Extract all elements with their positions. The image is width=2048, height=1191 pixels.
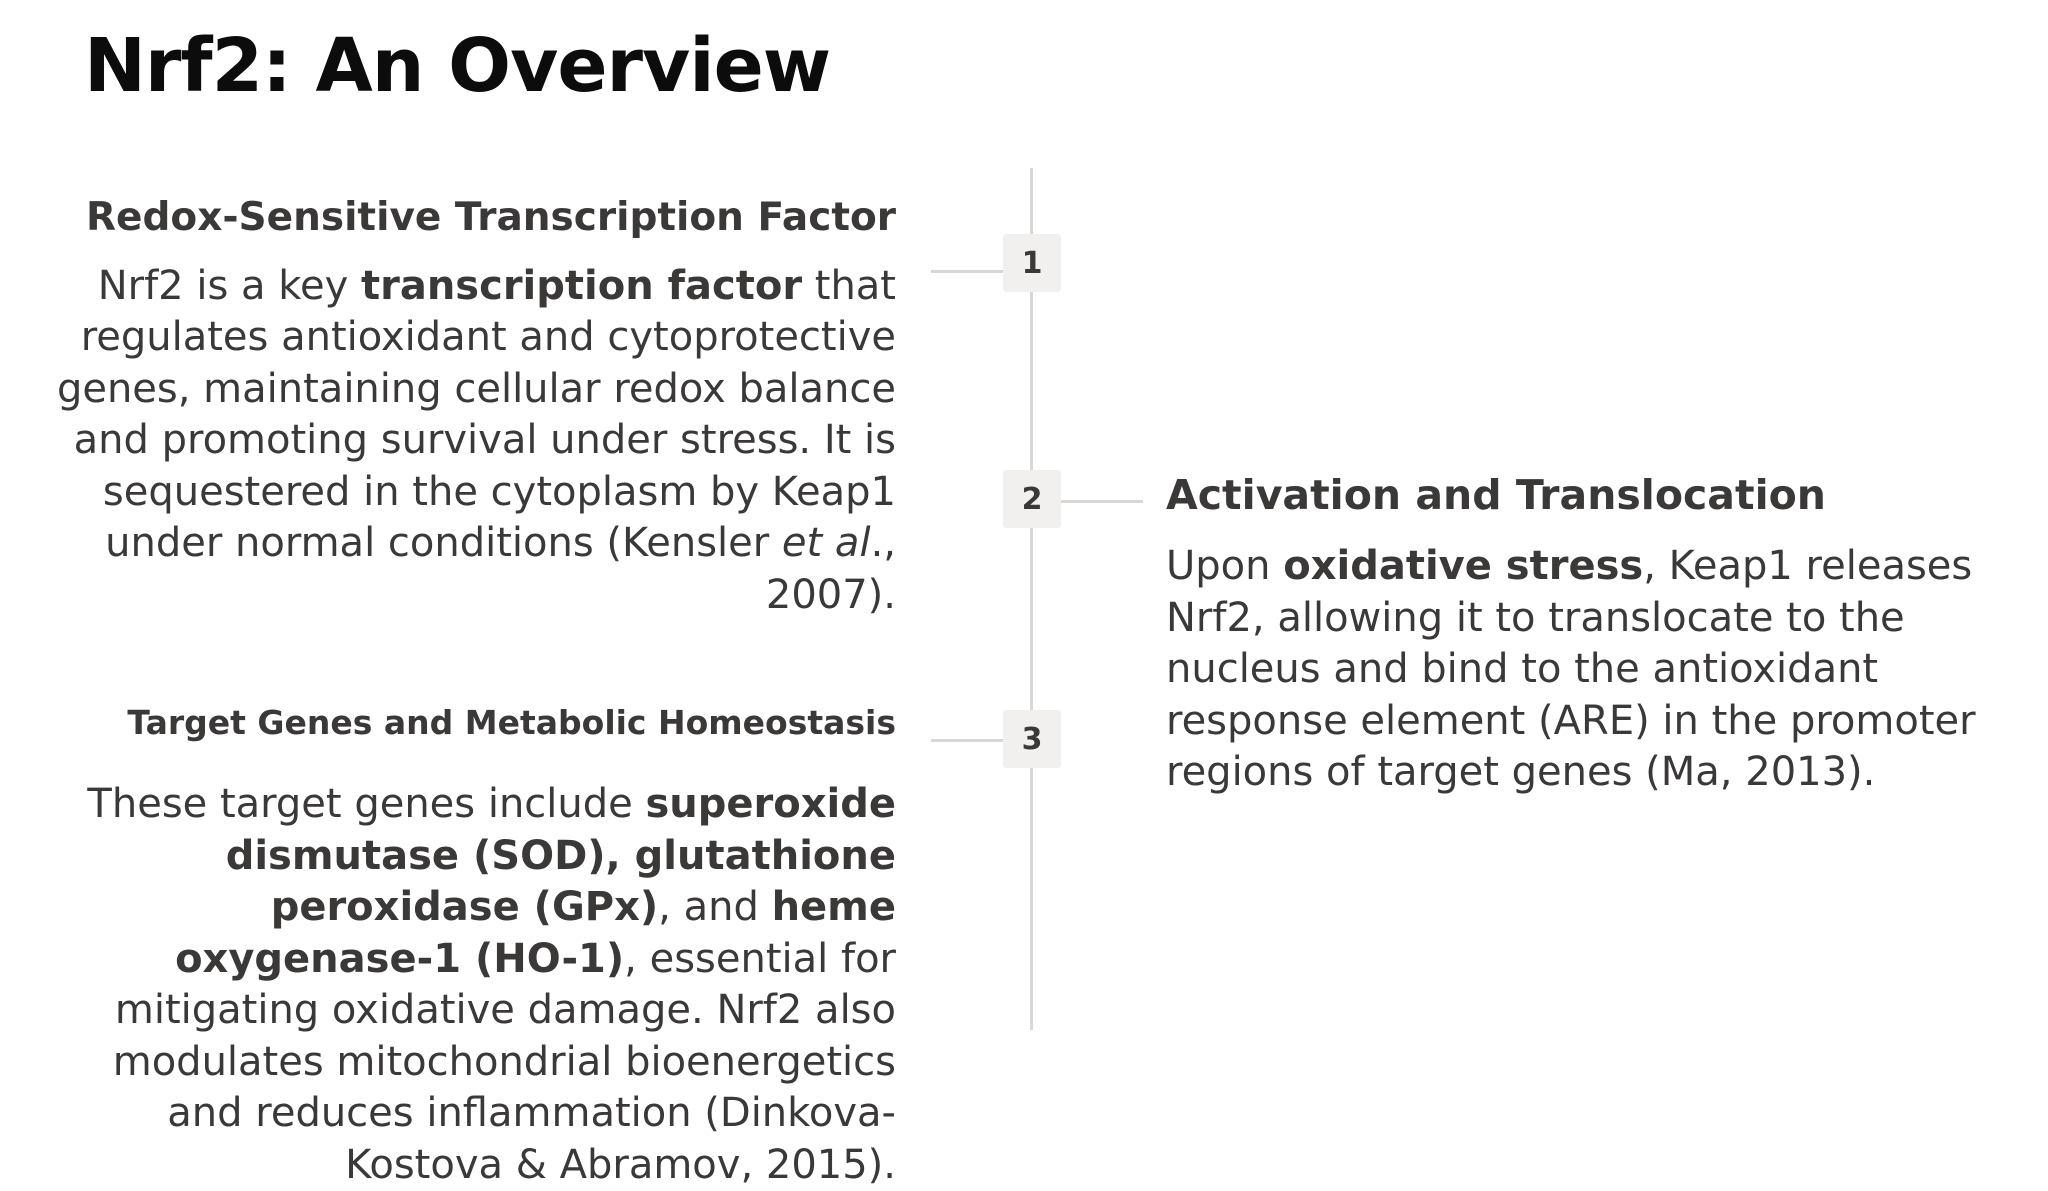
text-run: et al	[781, 520, 871, 567]
timeline-entry-3	[56, 702, 896, 1191]
text-run: ., 2007).	[765, 520, 896, 618]
timeline-entry-1	[36, 194, 896, 621]
text-run: Upon	[1166, 543, 1284, 590]
text-run: Nrf2 is a key	[97, 262, 361, 309]
entry-heading: Redox-Sensitive Transcription Factor	[86, 195, 896, 240]
text-run: These target genes include	[87, 781, 646, 828]
timeline-entry-2	[1166, 470, 1976, 799]
timeline-marker-1: 1	[1003, 234, 1061, 292]
timeline-line	[1030, 168, 1033, 1030]
text-run: oxidative stress	[1283, 543, 1644, 590]
text-run: , essential for mitigating oxidative damage. Nrf2 also modulates mitochondrial bioenergetics and reduces inflammation (Dinkova-Kostova & Abramov, 2015).	[112, 935, 896, 1188]
text-run: , and	[658, 884, 772, 931]
text-run: superoxide dismutase (SOD), glutathione peroxidase (GPx)	[225, 781, 896, 931]
text-run: that regulates antioxidant and cytoprotective genes, maintaining cellular redox balance and promoting survival under stress. It is sequestered in the cytoplasm by Keap1 under normal conditions (Kensler	[56, 262, 896, 567]
text-run: transcription factor	[360, 262, 803, 309]
page-title: Nrf2: An Overview	[84, 23, 831, 109]
entry-heading: Target Genes and Metabolic Homeostasis	[127, 703, 896, 742]
entry-heading: Activation and Translocation	[1166, 471, 1826, 519]
entry-body	[36, 261, 896, 622]
entry-body	[1166, 541, 1976, 799]
text-run: , Keap1 releases Nrf2, allowing it to translocate to the nucleus and bind to the antioxidant response element (ARE) in the promoter regions of target genes (Ma, 2013).	[1166, 543, 1976, 796]
timeline-marker-3: 3	[1003, 710, 1061, 768]
timeline-marker-2: 2	[1003, 470, 1061, 528]
entry-body	[56, 779, 896, 1191]
text-run: heme oxygenase-1 (HO-1)	[175, 884, 896, 982]
